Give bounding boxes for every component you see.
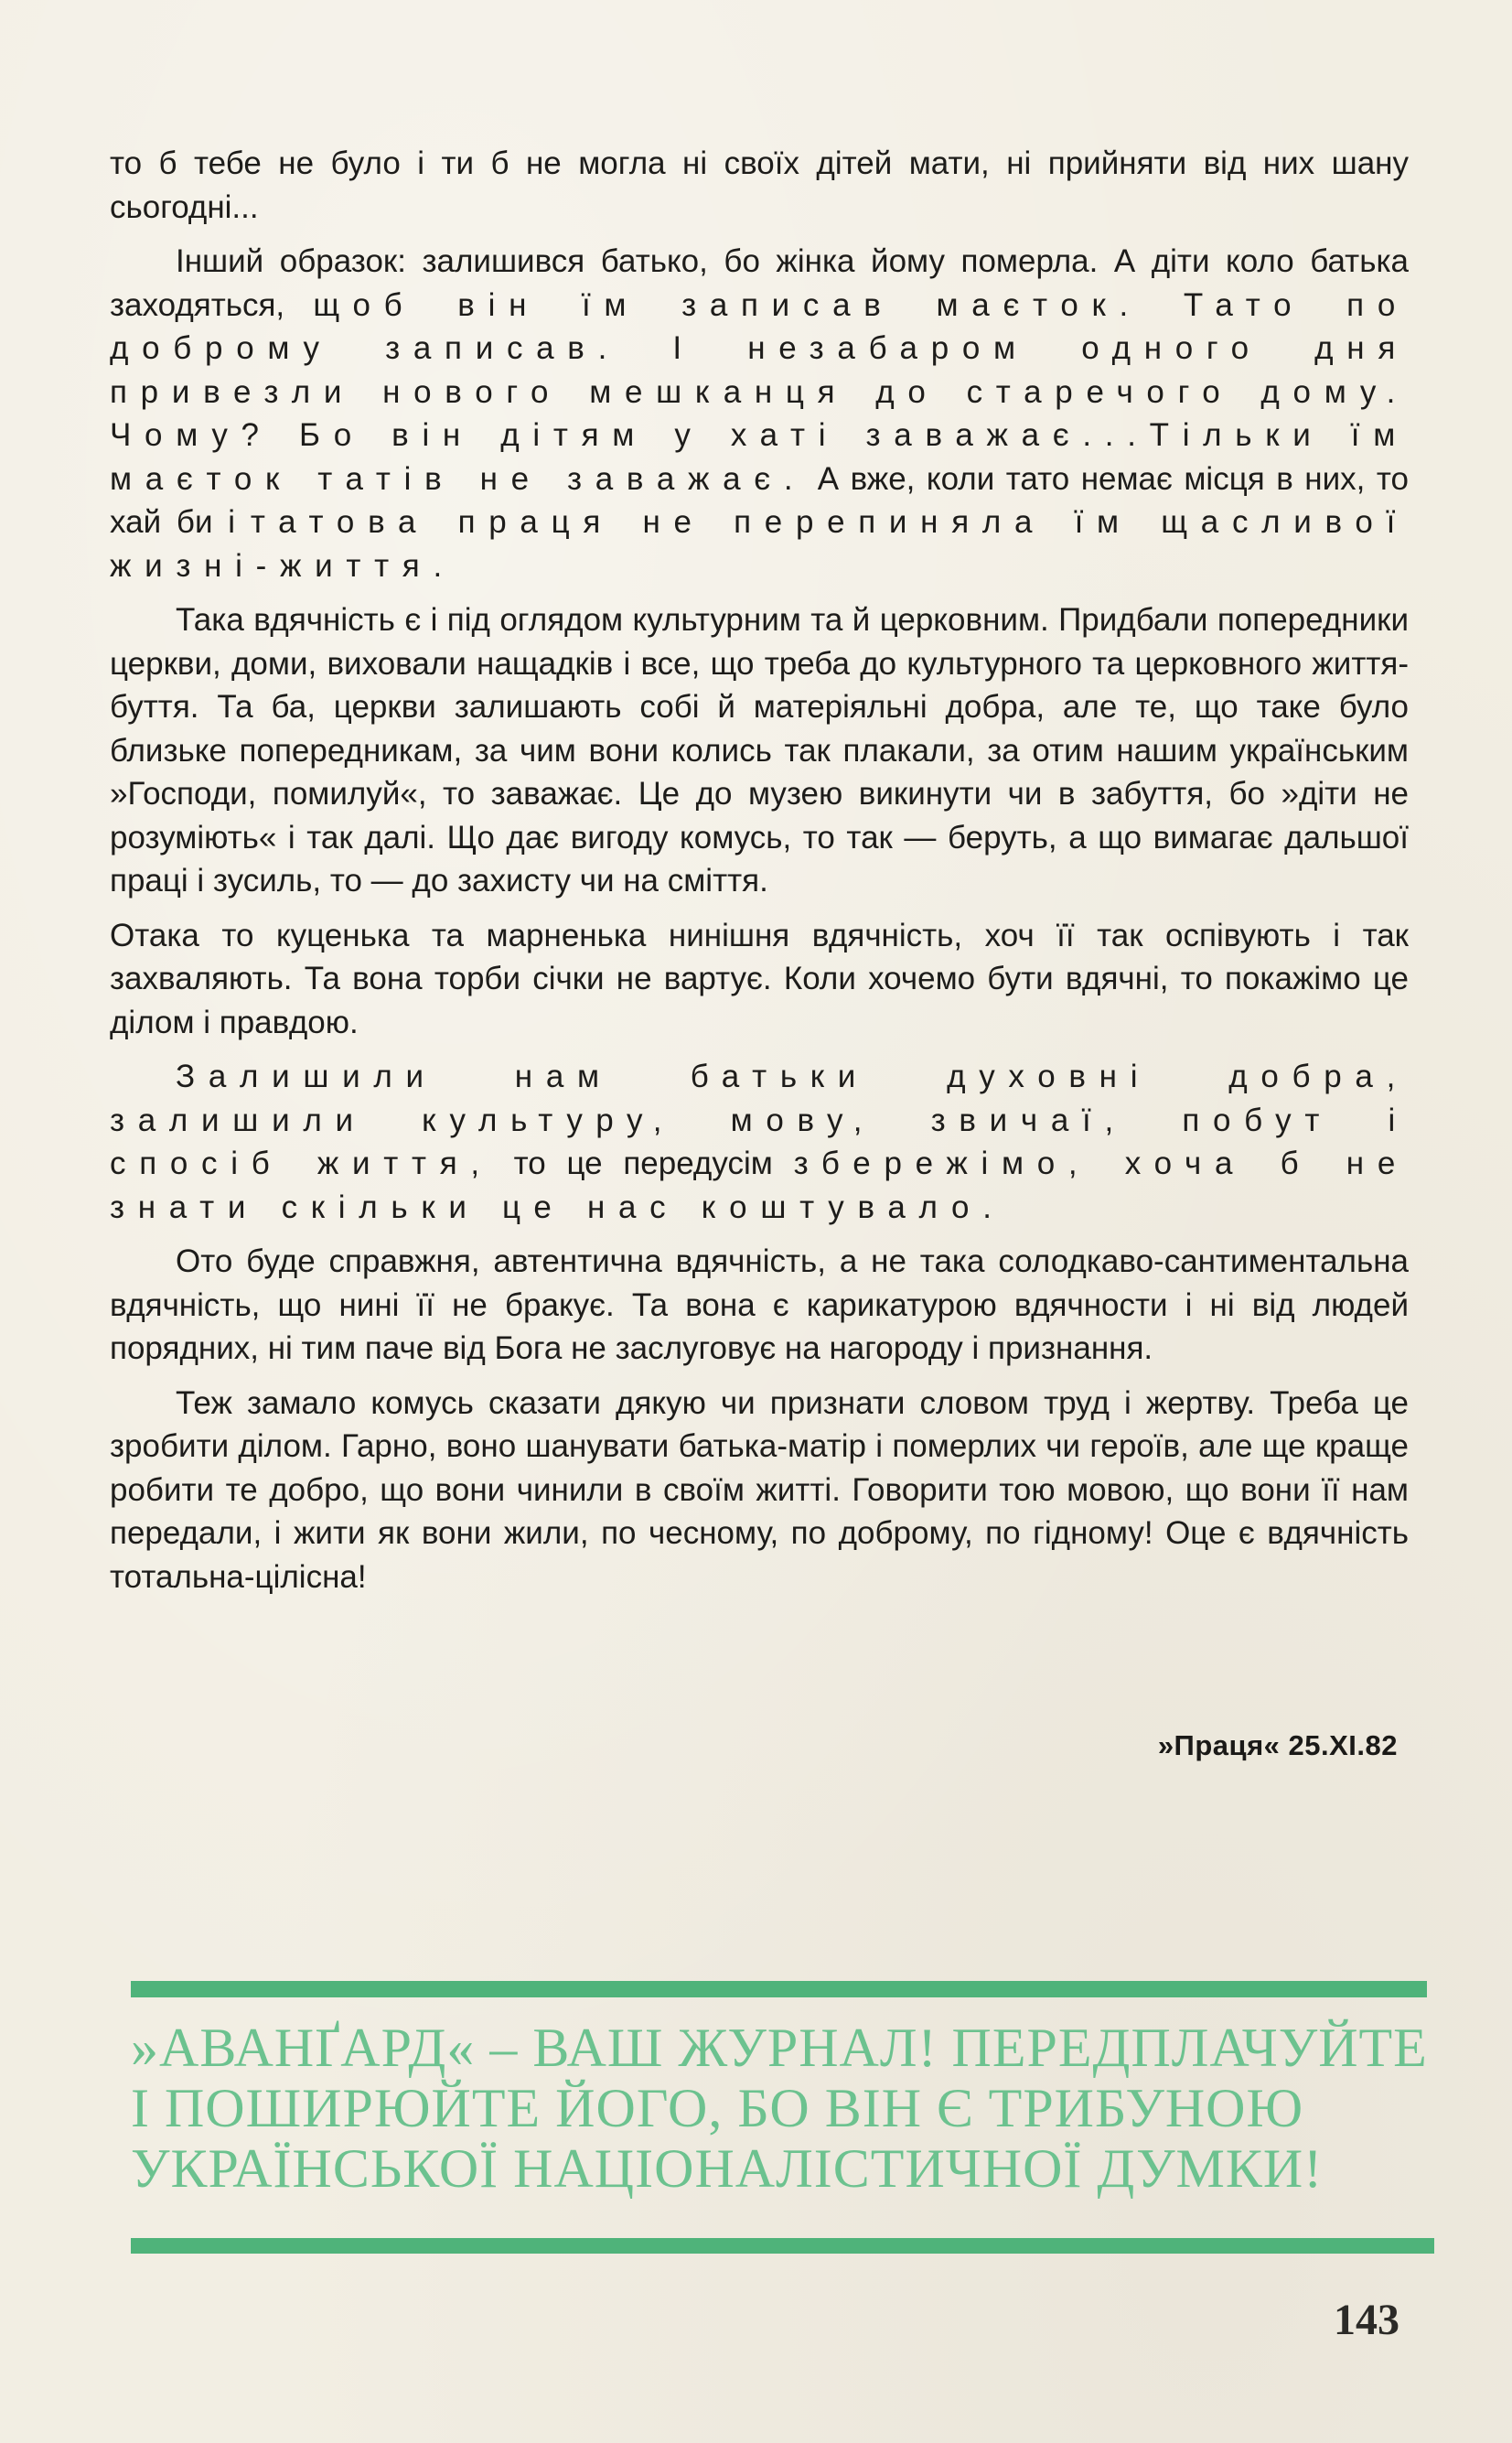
paragraph	[110, 240, 1409, 587]
subscription-banner	[131, 2018, 1430, 2199]
paragraph	[110, 598, 1409, 903]
spaced-text: Залишили нам батьки духовні добра, залишили культуру, мову, звичаї, побут і спосіб життя,	[110, 1059, 1409, 1181]
paragraph-text: Інший образок: залишився батько, бо жінка йому померла. А діти коло батька заходяться,	[110, 243, 1409, 323]
spaced-text: збережімо, хоча б не знати скільки це нас коштувало.	[110, 1146, 1409, 1225]
paragraph-text: Отака то куценька та марненька нинішня вдячність, хоч її так оспівують і так захваляють. Та вона торби січки не вартує. Коли хочемо бути вдячні, то покажімо це ділом і правдою.	[110, 917, 1409, 1040]
paragraph	[110, 1055, 1409, 1229]
paragraph-text: Ото буде справжня, автентична вдячність, а не така солодкаво-сантиментальна вдячність, що нині її не бракує. Та вона є карикатурою вдячности і ні від людей порядних, ні тим паче від Бога не заслуговує на нагороду і признання.	[110, 1243, 1409, 1366]
paragraph-text: то це передусім	[492, 1146, 794, 1181]
banner-line: »АВАНҐАРД« – ВАШ ЖУРНАЛ! ПЕРЕДПЛАЧУЙТЕ	[131, 2018, 1428, 2078]
paragraph	[110, 1240, 1409, 1371]
paragraph-text: Така вдячність є і під оглядом культурним та й церковним. Придбали попередники церкви, доми, виховали нащадків і все, що треба до культурного та церковного життя-буття. Та ба, церкви залишають собі й матеріяльні добра, але те, що таке було близьке попередникам, за чим вони колись так плакали, за отим нашим українським »Господи, помилуй«, то заважає. Це до музею викинути чи в забуття, бо »діти не розуміють« і так далі. Що дає вигоду комусь, то так — беруть, а що вимагає дальшої праці і зусиль, то — до захисту чи на сміття.	[110, 602, 1409, 899]
page-number: 143	[1334, 2296, 1399, 2344]
article-body	[110, 142, 1409, 1609]
paragraph	[110, 142, 1409, 229]
paragraph	[110, 914, 1409, 1045]
paragraph-text: Теж замало комусь сказати дякую чи признати словом труд і жертву. Треба це зробити ділом. Гарно, воно шанувати батька-матір і померлих чи героїв, але ще краще робити те добро, що вони чинили в своїм житті. Говорити тою мовою, що вони її нам передали, і жити як вони жили, по чесному, по доброму, по гідному! Оце є вдячність тотальна-цілісна!	[110, 1384, 1409, 1595]
paragraph-text: то б тебе не було і ти б не могла ні своїх дітей мати, ні прийняти від них шану сьогодні...	[110, 145, 1409, 225]
banner-line: І ПОШИРЮЙТЕ ЙОГО, БО ВІН Є ТРИБУНОЮ	[131, 2078, 1304, 2138]
paragraph	[110, 1382, 1409, 1599]
banner-top-rule	[131, 1981, 1427, 1997]
banner-line: УКРАЇНСЬКОЇ НАЦІОНАЛІСТИЧНОЇ ДУМКИ!	[131, 2138, 1324, 2199]
spaced-text: татова праця не перепиняла їм щасливої жизні-життя.	[110, 504, 1410, 584]
spaced-text: щоб він їм записав маєток. Тато по доброму записав. І незабаром одного дня привезли нового мешканця до старечого дому. Чому? Бо він дітям у хаті заважає...Тільки їм маєток татів не заважає.	[110, 286, 1410, 497]
paragraph-text: А вже, коли тато немає місця в них, то хай би і	[110, 460, 1409, 540]
banner-bottom-rule	[131, 2238, 1434, 2254]
source-citation: »Праця« 25.XI.82	[1157, 1729, 1398, 1761]
